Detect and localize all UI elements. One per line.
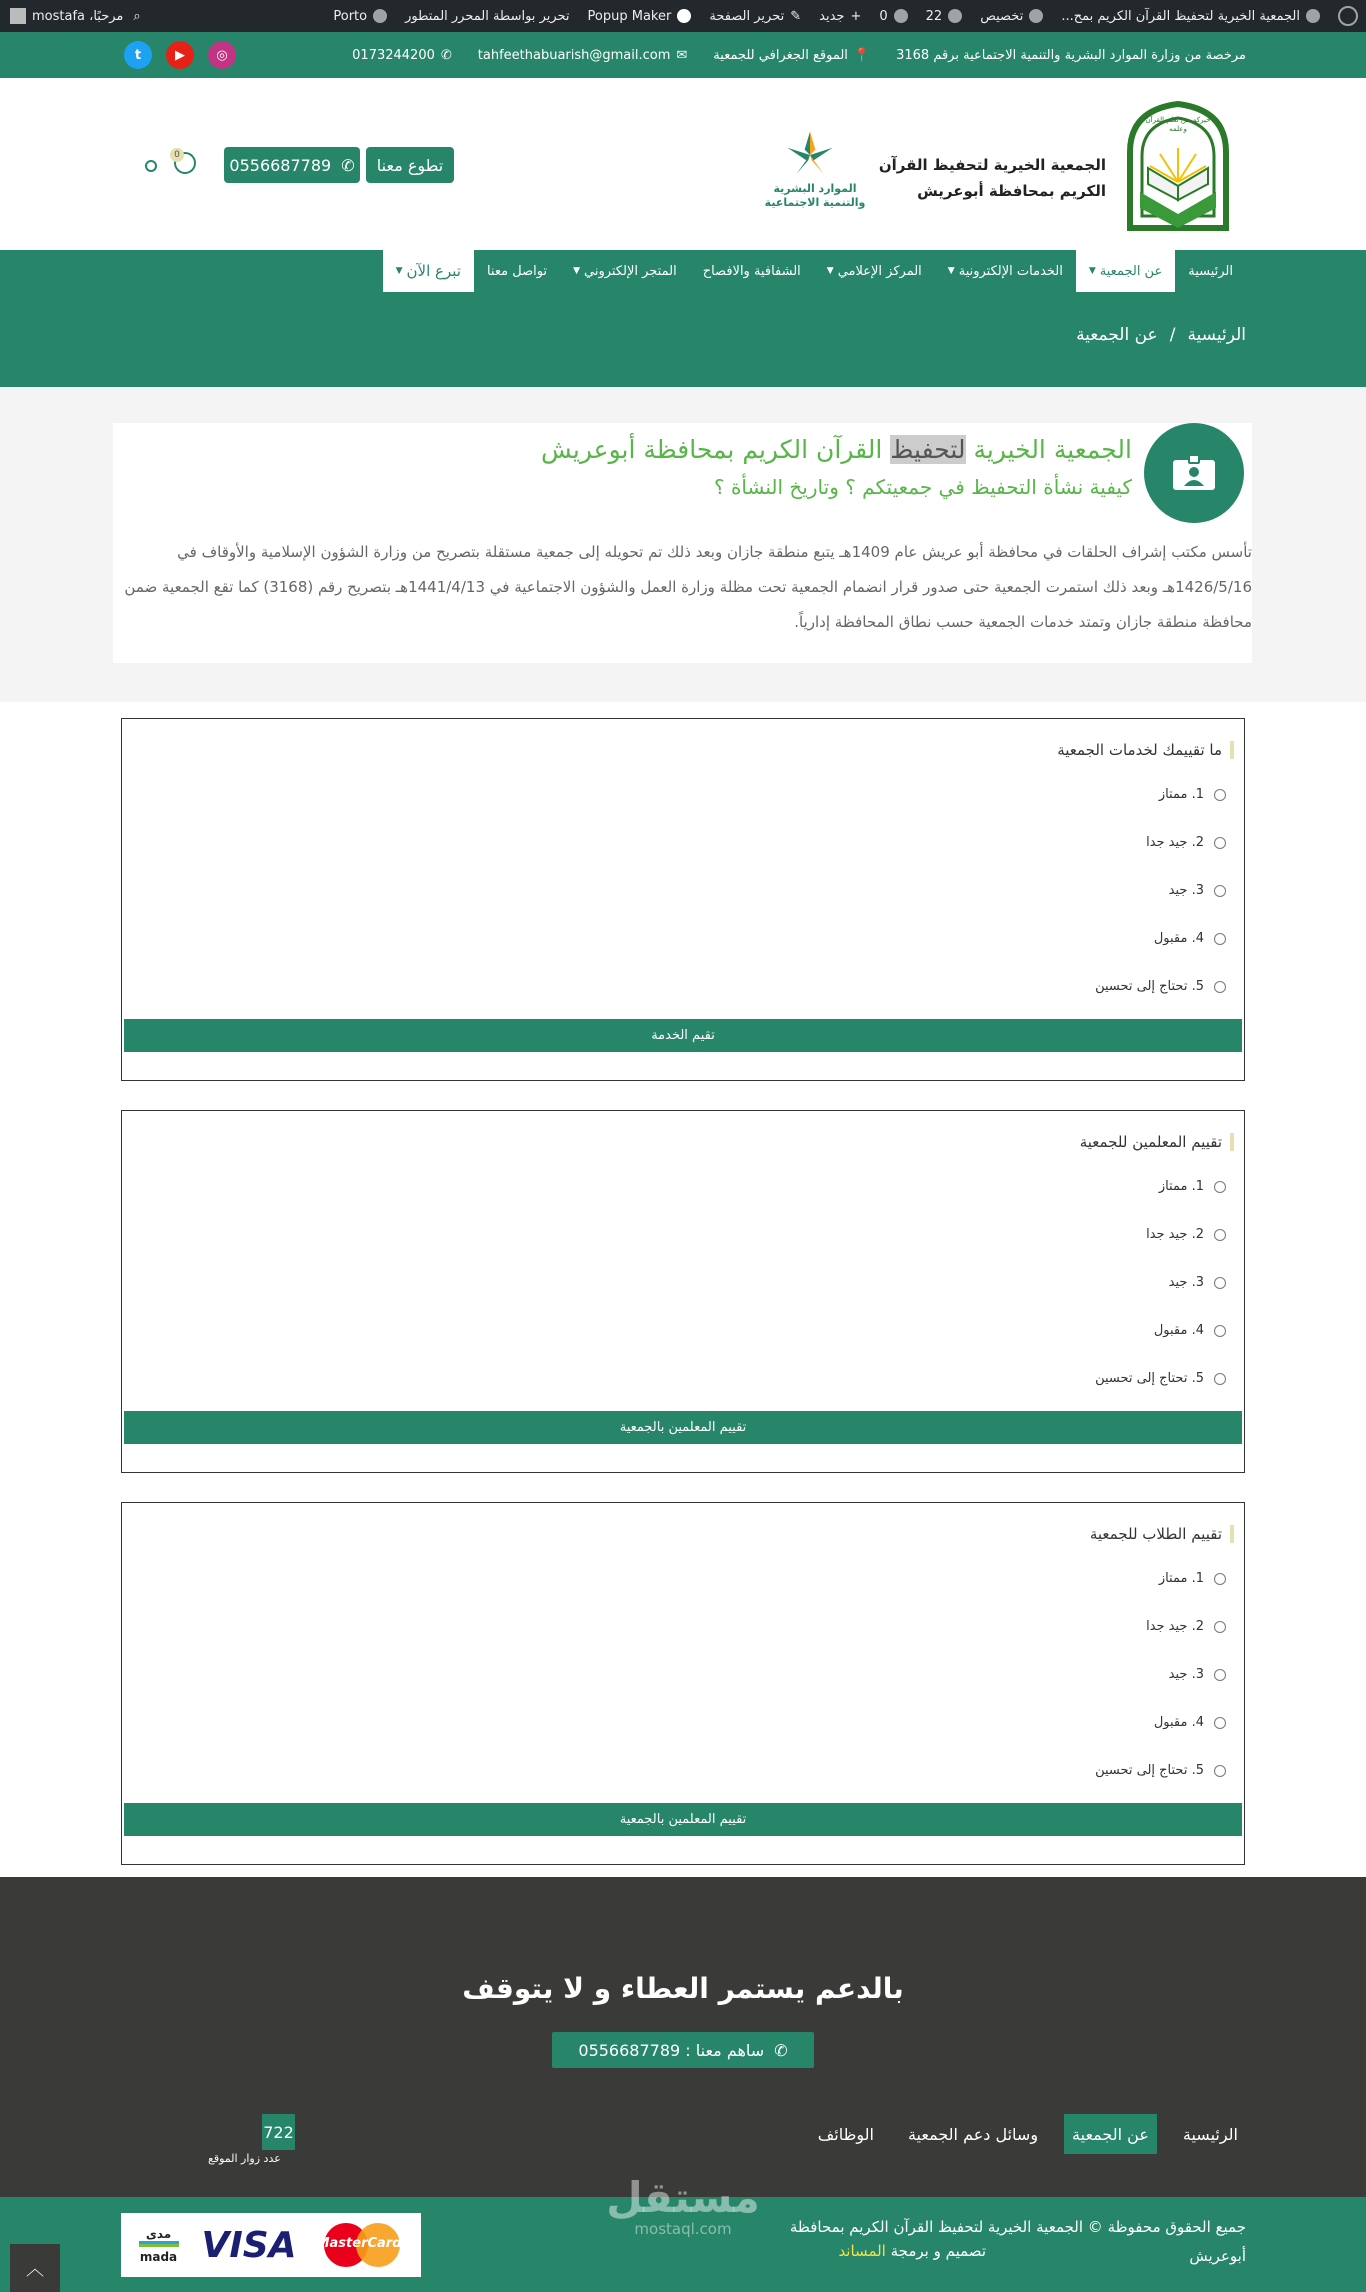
search-icon[interactable] [145, 160, 157, 172]
hrsd-logo-text: الموارد البشرية والتنمية الاجتماعية [764, 182, 866, 209]
poll-students [121, 1502, 1245, 1865]
radio-button[interactable] [1214, 789, 1226, 801]
poll-services [121, 718, 1245, 1081]
cart-count: 0 [170, 148, 184, 162]
plus-icon: + [850, 8, 862, 24]
chevron-down-icon: ▼ [826, 266, 834, 276]
theme-menu[interactable]: Porto [333, 9, 387, 24]
instagram-icon[interactable]: ◎ [208, 41, 236, 69]
main-nav-band [0, 250, 1366, 387]
radio-button[interactable] [1214, 1373, 1226, 1385]
radio-button[interactable] [1214, 1325, 1226, 1337]
breadcrumb [1076, 325, 1246, 345]
popup-maker-menu[interactable]: Popup Maker [588, 9, 692, 24]
phone-icon: ✆ [440, 47, 452, 63]
poll-option[interactable]: 3. جيد [1169, 883, 1226, 898]
poll-option[interactable]: 5. تحتاج إلى تحسين [1095, 979, 1226, 994]
nav-item-about[interactable]: عن الجمعية ▼ [1076, 250, 1175, 292]
footer-link-about[interactable]: عن الجمعية [1064, 2114, 1157, 2154]
advanced-editor-link[interactable]: تحرير بواسطة المحرر المتطور [405, 8, 570, 24]
chevron-down-icon: ▼ [573, 266, 580, 276]
radio-button[interactable] [1214, 1229, 1226, 1241]
mada-logo: مدى mada [139, 2226, 178, 2264]
wordpress-logo-menu[interactable] [1338, 6, 1358, 26]
volunteer-button[interactable]: تطوع معنا [366, 147, 454, 183]
poll-option[interactable]: 3. جيد [1169, 1275, 1226, 1290]
payment-methods [121, 2213, 421, 2277]
poll-submit-button[interactable]: تقييم المعلمين بالجمعية [124, 1411, 1242, 1444]
logo-tagline: خيركم من تعلم القرآن وعلمه [1145, 116, 1211, 133]
site-title: الجمعية الخيرية لتحفيظ القرآن الكريم بمحافظة أبوعريش [878, 156, 1106, 200]
nav-item-transparency[interactable]: الشفافية والافصاح [702, 263, 801, 279]
breadcrumb-home[interactable]: الرئيسية [1187, 325, 1246, 345]
poll-option[interactable]: 3. جيد [1169, 1667, 1226, 1682]
youtube-icon[interactable]: ▶ [166, 41, 194, 69]
search-icon: ⌕ [133, 8, 141, 24]
license-text: مرخصة من وزارة الموارد البشرية والتنمية الاجتماعية برقم 3168 [896, 47, 1246, 63]
poll-option[interactable]: 5. تحتاج إلى تحسين [1095, 1763, 1226, 1778]
admin-bar [0, 0, 1366, 32]
radio-button[interactable] [1214, 1277, 1226, 1289]
poll-title: ما تقييمك لخدمات الجمعية [1057, 741, 1234, 759]
nav-item-contact[interactable]: تواصل معنا [486, 263, 548, 279]
support-cta-section [0, 1877, 1366, 2197]
poll-option[interactable]: 1. ممتاز [1159, 1179, 1226, 1194]
radio-button[interactable] [1214, 981, 1226, 993]
about-body: تأسس مكتب إشراف الحلقات في محافظة أبو عريش عام 1409هـ يتبع منطقة جازان وبعد ذلك تم تحويله إلى جمعية مستقلة بتصريح من وزارة الشؤون الإسلامية والأوقاف في 1426/5/16هـ وبعد ذلك استمرت الجمعية حتى صدور قرار انضمام الجمعية تحت مظلة وزارة العمل والشؤون الاجتماعية في 1441/4/13هـ بتصريح رقم (3168) كما تقع الجمعية ضمن محافظة منطقة جازان وتمتد خدمات الجمعية حسب نطاق المحافظة إدارياً. [124, 543, 1252, 631]
location-link[interactable]: 📍 الموقع الجغرافي للجمعية [713, 47, 871, 63]
gear-icon [373, 9, 387, 23]
poll-option[interactable]: 2. جيد جدا [1146, 1619, 1226, 1634]
mostaql-watermark: مستقل mostaql.com [606, 2173, 760, 2238]
map-marker-icon: 📍 [853, 47, 871, 63]
user-menu[interactable]: مرحبًا، mostafa [10, 8, 123, 24]
radio-button[interactable] [1214, 1669, 1226, 1681]
radio-button[interactable] [1214, 933, 1226, 945]
radio-button[interactable] [1214, 837, 1226, 849]
poll-submit-button[interactable]: تقييم المعلمين بالجمعية [124, 1803, 1242, 1836]
pencil-icon: ✎ [790, 8, 802, 24]
nav-item-e-services[interactable]: الخدمات الإلكترونية ▼ [947, 263, 1063, 279]
chevron-down-icon: ▼ [947, 266, 955, 276]
about-subtitle: كيفية نشأة التحفيظ في جمعيتكم ؟ وتاريخ النشأة ؟ [713, 475, 1132, 499]
comment-icon [894, 9, 908, 23]
dashboard-icon [1306, 9, 1320, 23]
footer-nav [810, 2114, 1246, 2154]
footer-link-support[interactable]: وسائل دعم الجمعية [907, 2124, 1039, 2144]
email-link[interactable]: ✉ tahfeethabuarish@gmail.com [477, 47, 688, 63]
chevron-down-icon: ▼ [1088, 266, 1096, 276]
about-title: الجمعية الخيرية لتحفيظ القرآن الكريم بمحافظة أبوعريش [541, 435, 1132, 464]
footer-link-home[interactable]: الرئيسية [1182, 2124, 1238, 2144]
breadcrumb-current: عن الجمعية [1076, 325, 1158, 345]
avatar [10, 8, 26, 24]
breadcrumb-separator: / [1169, 325, 1176, 345]
chevron-down-icon: ▼ [395, 266, 403, 276]
popup-maker-icon [677, 9, 691, 23]
poll-option[interactable]: 2. جيد جدا [1146, 1227, 1226, 1242]
poll-teachers [121, 1110, 1245, 1473]
poll-submit-button[interactable]: تقيم الخدمة [124, 1019, 1242, 1052]
chevron-up-icon: ︿ [26, 2259, 44, 2280]
edit-page-link[interactable]: ✎ تحرير الصفحة [709, 8, 802, 24]
credit: تصميم و برمجة المساند [838, 2242, 986, 2260]
poll-title: تقييم المعلمين للجمعية [1080, 1133, 1234, 1151]
radio-button[interactable] [1214, 1181, 1226, 1193]
twitter-icon[interactable]: t [124, 41, 152, 69]
contribute-button[interactable]: ✆ ساهم معنا : 0556687789 [552, 2032, 814, 2068]
nav-item-media-center[interactable]: المركز الإعلامي ▼ [826, 263, 922, 279]
visa-logo: VISA [201, 2224, 297, 2266]
top-info-bar [0, 32, 1366, 78]
radio-button[interactable] [1214, 885, 1226, 897]
poll-option[interactable]: 2. جيد جدا [1146, 835, 1226, 850]
copyright: جميع الحقوق محفوظة © الجمعية الخيرية لتحفيظ القرآن الكريم بمحافظة أبوعريش [789, 2218, 1246, 2265]
new-content-menu[interactable]: + جديد [819, 8, 862, 24]
scroll-to-top-button[interactable] [10, 2244, 60, 2292]
about-card [113, 423, 1252, 663]
envelope-icon: ✉ [676, 47, 688, 63]
phone-link[interactable]: ✆ 0173244200 [352, 47, 452, 63]
updates-link[interactable]: 22 [926, 9, 963, 24]
brush-icon [1029, 9, 1043, 23]
poll-option[interactable]: 5. تحتاج إلى تحسين [1095, 1371, 1226, 1386]
radio-button[interactable] [1214, 1573, 1226, 1585]
phone-button[interactable]: ✆ 0556687789 [224, 147, 360, 183]
visitor-counter-label: عدد زوار الموقع [208, 2152, 281, 2165]
id-card-icon [1144, 423, 1244, 523]
visitor-counter: 722 [262, 2114, 295, 2150]
search-button[interactable] [133, 9, 140, 24]
radio-button[interactable] [1214, 1621, 1226, 1633]
site-header [0, 78, 1366, 250]
comments-link[interactable]: 0 [879, 9, 907, 24]
customize-link[interactable]: تخصيص [980, 9, 1043, 24]
poll-title: تقييم الطلاب للجمعية [1090, 1525, 1234, 1543]
nav-item-home[interactable]: الرئيسية [1188, 263, 1233, 279]
radio-button[interactable] [1214, 1717, 1226, 1729]
poll-option[interactable]: 1. ممتاز [1159, 787, 1226, 802]
donate-now-button[interactable]: تبرع الآن ▼ [383, 250, 474, 292]
cta-title: بالدعم يستمر العطاء و لا يتوقف [462, 1972, 904, 2005]
phone-icon: ✆ [341, 155, 355, 175]
wordpress-icon [1338, 6, 1358, 26]
poll-option[interactable]: 4. مقبول [1154, 1323, 1226, 1338]
cart-icon[interactable] [170, 150, 198, 174]
radio-button[interactable] [1214, 1765, 1226, 1777]
hrsd-logo-icon [780, 128, 840, 182]
main-nav [383, 250, 1246, 292]
poll-option[interactable]: 4. مقبول [1154, 931, 1226, 946]
poll-option[interactable]: 4. مقبول [1154, 1715, 1226, 1730]
nav-item-store[interactable]: المتجر الإلكتروني ▼ [573, 263, 677, 279]
phone-icon: ✆ [774, 2040, 788, 2060]
update-icon [948, 9, 962, 23]
credit-brand-link[interactable]: المساند [838, 2242, 886, 2260]
mastercard-logo: MasterCard [320, 2220, 404, 2270]
footer-link-jobs[interactable]: الوظائف [817, 2124, 874, 2144]
site-name-menu[interactable]: الجمعية الخيرية لتحفيظ القرآن الكريم بمح... [1061, 9, 1320, 24]
poll-option[interactable]: 1. ممتاز [1159, 1571, 1226, 1586]
